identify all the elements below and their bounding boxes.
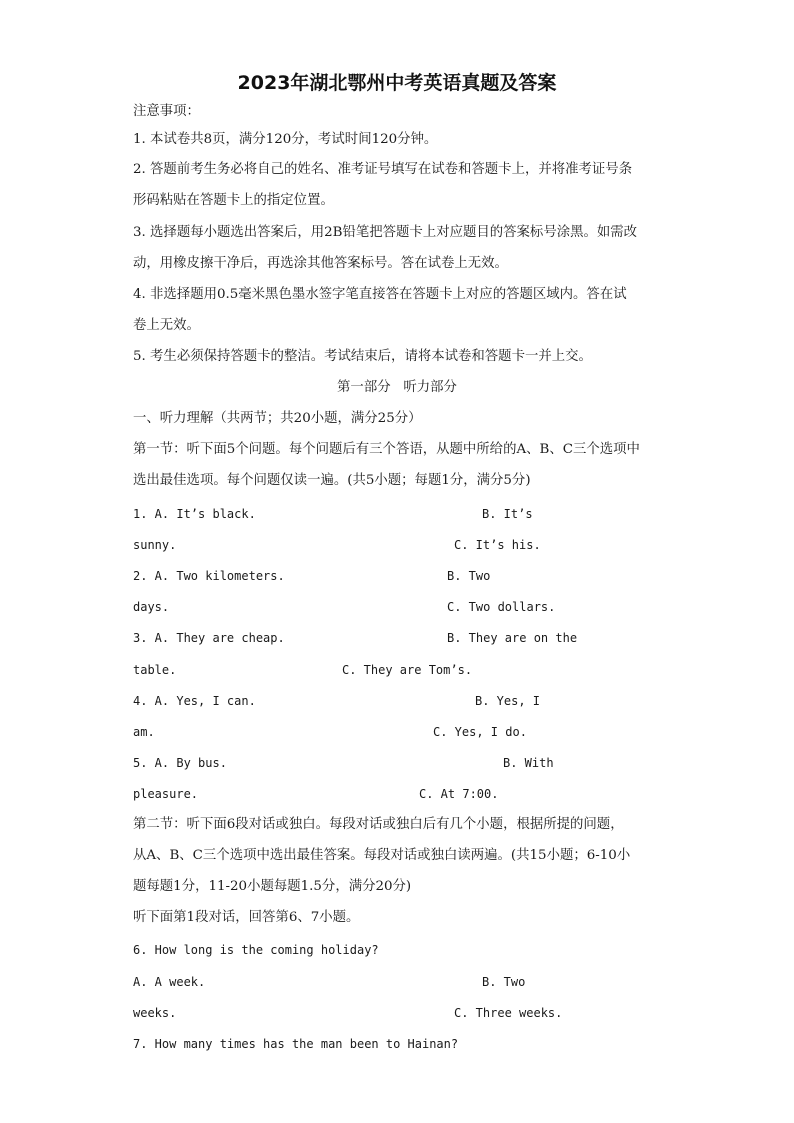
q2-option-c: C. Two dollars. — [447, 600, 556, 614]
q7-stem: 7. How many times has the man been to Hainan? — [133, 1037, 459, 1051]
q6-option-c: C. Three weeks. — [454, 1006, 563, 1020]
q5-option-b-cont: pleasure. — [133, 787, 199, 801]
part1-heading: 第一部分 听力部分 — [337, 380, 457, 395]
notice-item-3: 3. 选择题每小题选出答案后，用2B铅笔把答题卡上对应题目的答案标号涂黑。如需改 — [133, 225, 638, 240]
q4-option-b: B. Yes, I — [475, 694, 541, 708]
section1-part1-instructions-cont: 选出最佳选项。每个问题仅读一遍。(共5小题；每题1分，满分5分) — [133, 473, 531, 488]
notice-item-2: 2. 答题前考生务必将自己的姓名、准考证号填写在试卷和答题卡上，并将准考证号条 — [133, 162, 633, 177]
q3-option-c: C. They are Tom’s. — [342, 663, 473, 677]
page-title: 2023年湖北鄂州中考英语真题及答案 — [237, 72, 557, 94]
q5-option-b: B. With — [503, 756, 554, 770]
q1-option-a: 1. A. It’s black. — [133, 507, 256, 521]
q6-option-b: B. Two — [482, 975, 526, 989]
notice-item-2-cont: 形码粘贴在答题卡上的指定位置。 — [133, 193, 334, 208]
q1-option-b: B. It’s — [482, 507, 533, 521]
q3-option-a: 3. A. They are cheap. — [133, 631, 285, 645]
q5-option-a: 5. A. By bus. — [133, 756, 227, 770]
notice-heading: 注意事项： — [133, 104, 200, 119]
q2-option-b-cont: days. — [133, 600, 170, 614]
section1-part2-instructions: 第二节：听下面6段对话或独白。每段对话或独白后有几个小题，根据所提的问题， — [133, 817, 624, 832]
q3-option-b: B. They are on the — [447, 631, 578, 645]
q6-option-a: A. A week. — [133, 975, 206, 989]
section1-part1-instructions: 第一节：听下面5个问题。每个问题后有三个答语，从题中所给的A、B、C三个选项中 — [133, 442, 640, 457]
notice-item-4-cont: 卷上无效。 — [133, 318, 200, 333]
notice-item-1: 1. 本试卷共8页，满分120分，考试时间120分钟。 — [133, 132, 438, 147]
q4-option-a: 4. A. Yes, I can. — [133, 694, 256, 708]
q1-option-c: C. It’s his. — [454, 538, 541, 552]
q2-option-b: B. Two — [447, 569, 491, 583]
q5-option-c: C. At 7:00. — [419, 787, 499, 801]
notice-item-5: 5. 考生必须保持答题卡的整洁。考试结束后，请将本试卷和答题卡一并上交。 — [133, 349, 592, 364]
notice-item-4: 4. 非选择题用0.5毫米黑色墨水签字笔直接答在答题卡上对应的答题区域内。答在试 — [133, 287, 627, 302]
section1-part2-instructions-cont1: 从A、B、C三个选项中选出最佳答案。每段对话或独白读两遍。(共15小题；6-10小 — [133, 848, 631, 863]
section1-heading: 一、听力理解（共两节；共20小题，满分25分） — [133, 411, 422, 426]
q4-option-b-cont: am. — [133, 725, 155, 739]
q2-option-a: 2. A. Two kilometers. — [133, 569, 285, 583]
q6-option-b-cont: weeks. — [133, 1006, 177, 1020]
notice-item-3-cont: 动，用橡皮擦干净后，再选涂其他答案标号。答在试卷上无效。 — [133, 256, 508, 271]
q3-option-b-cont: table. — [133, 663, 177, 677]
section1-part2-instructions-cont2: 题每题1分，11-20小题每题1.5分，满分20分) — [133, 879, 412, 894]
q6-stem: 6. How long is the coming holiday? — [133, 943, 379, 957]
q1-option-b-cont: sunny. — [133, 538, 177, 552]
q4-option-c: C. Yes, I do. — [433, 725, 527, 739]
dialog1-intro: 听下面第1段对话，回答第6、7小题。 — [133, 910, 360, 925]
